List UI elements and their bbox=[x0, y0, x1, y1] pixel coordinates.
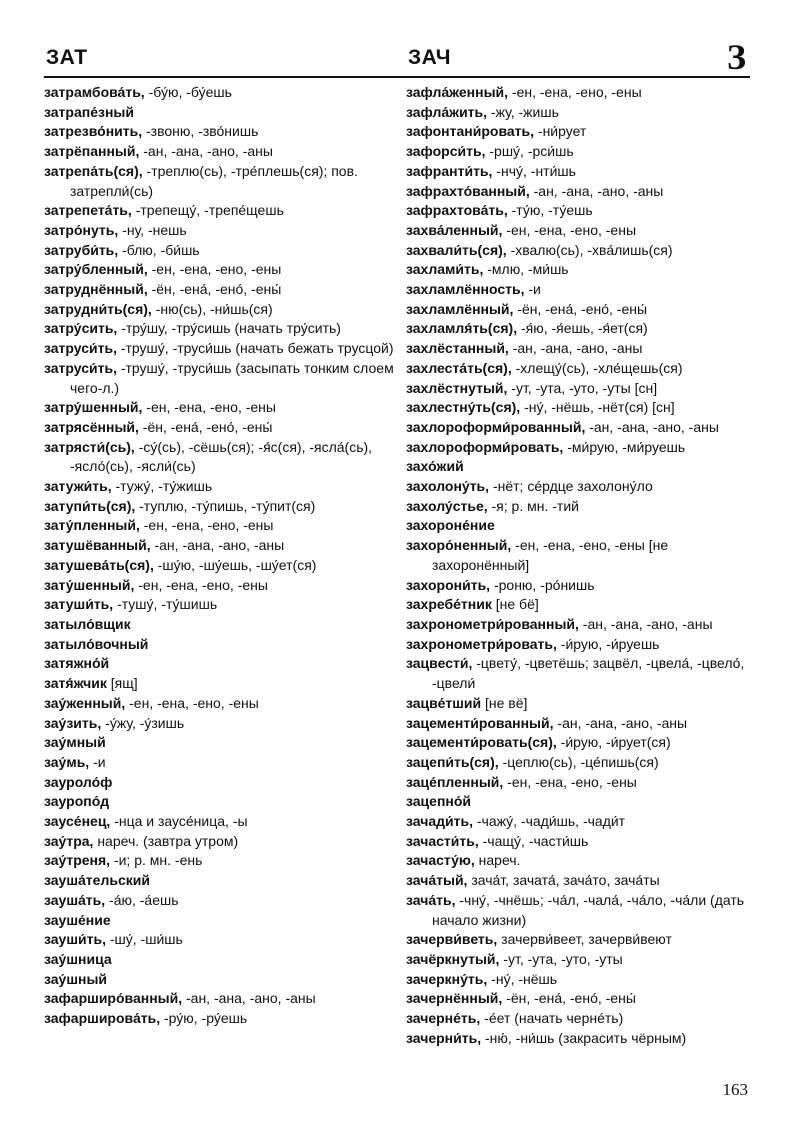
dictionary-entry bbox=[44, 300, 396, 320]
dictionary-entry bbox=[406, 142, 758, 162]
entry-headword: затупи́ть(ся), bbox=[44, 497, 136, 514]
entry-forms: -ен, -ена, -ено, -ены bbox=[503, 773, 637, 790]
dictionary-entry bbox=[44, 398, 396, 418]
entry-forms: -и́рую, -и́руешь bbox=[556, 635, 660, 652]
entry-headword: зацвести́, bbox=[406, 655, 473, 672]
guide-word-left: ЗАТ bbox=[46, 46, 88, 69]
entry-headword: заусе́нец, bbox=[44, 813, 111, 830]
dictionary-entry bbox=[406, 201, 758, 221]
entry-headword: затыло́вщик bbox=[44, 615, 131, 632]
dictionary-entry bbox=[406, 1029, 758, 1049]
dictionary-entry bbox=[406, 221, 758, 241]
entry-headword: затрясти́(сь), bbox=[44, 438, 135, 455]
dictionary-entry bbox=[44, 714, 396, 734]
entry-headword: затужи́ть, bbox=[44, 478, 112, 495]
dictionary-entry bbox=[406, 497, 758, 517]
dictionary-entry bbox=[44, 950, 396, 970]
entry-headword: зауша́тельский bbox=[44, 872, 150, 889]
dictionary-entry bbox=[44, 832, 396, 852]
entry-headword: зацементи́рованный, bbox=[406, 714, 554, 731]
entry-forms: -ан, -ана, -ано, -аны bbox=[529, 182, 664, 199]
entry-headword: зачерни́ть, bbox=[406, 1029, 482, 1046]
entry-headword: затруднённый, bbox=[44, 281, 148, 298]
dictionary-entry bbox=[406, 930, 758, 950]
entry-forms: -у́жу, -у́зишь bbox=[101, 714, 185, 731]
entry-headword: захвали́ть(ся), bbox=[406, 241, 507, 258]
entry-forms: -звоню, -зво́нишь bbox=[142, 123, 259, 140]
entry-headword: зату́шенный, bbox=[44, 576, 135, 593]
entry-headword: захо́жий bbox=[406, 458, 464, 475]
dictionary-entry bbox=[406, 871, 758, 891]
entry-forms: -и; р. мн. -ень bbox=[110, 852, 203, 869]
entry-forms: -бу́ю, -бу́ешь bbox=[144, 84, 232, 100]
header-rule bbox=[44, 76, 750, 78]
dictionary-entry bbox=[406, 714, 758, 734]
dictionary-entry bbox=[406, 832, 758, 852]
dictionary-entry bbox=[406, 654, 758, 693]
dictionary-entry bbox=[406, 103, 758, 123]
entry-headword: захороне́ние bbox=[406, 517, 495, 534]
dictionary-entry bbox=[406, 970, 758, 990]
dictionary-entry bbox=[44, 201, 396, 221]
entry-headword: затыло́вочный bbox=[44, 635, 149, 652]
dictionary-entry bbox=[44, 891, 396, 911]
entry-headword: зафрахто́ванный, bbox=[406, 182, 530, 199]
dictionary-entry bbox=[406, 319, 758, 339]
dictionary-entry bbox=[44, 536, 396, 556]
entry-forms: -ен, -ена, -ено, -ены bbox=[142, 399, 276, 416]
entry-headword: зауши́ть, bbox=[44, 931, 106, 948]
entry-headword: захлеста́ть(ся), bbox=[406, 359, 512, 376]
entry-headword: затрёпанный, bbox=[44, 143, 140, 160]
entry-forms: -ен, -ена, -ено, -ены bbox=[502, 221, 637, 238]
entry-forms: [ящ] bbox=[106, 675, 138, 692]
dictionary-entry bbox=[406, 989, 758, 1009]
dictionary-entry bbox=[406, 477, 758, 497]
entry-headword: затру́сить, bbox=[44, 320, 118, 337]
entry-headword: захлёстанный, bbox=[406, 340, 509, 357]
entry-headword: захолу́стье, bbox=[406, 497, 488, 514]
entry-headword: затушева́ть(ся), bbox=[44, 556, 154, 573]
entry-headword: зацве́тший bbox=[406, 694, 482, 711]
dictionary-entry bbox=[44, 477, 396, 497]
entry-forms: -тушу́, -ту́шишь bbox=[113, 596, 218, 613]
entry-headword: заце́пленный, bbox=[406, 773, 504, 790]
dictionary-entry bbox=[406, 359, 758, 379]
entry-forms: -хвалю(сь), -хва́лишь(ся) bbox=[506, 241, 673, 258]
entry-forms: -ну́, -нёшь bbox=[487, 970, 558, 987]
dictionary-entry bbox=[44, 792, 396, 812]
entry-forms: [не бё] bbox=[491, 596, 539, 613]
entry-headword: затру́бленный, bbox=[44, 261, 148, 278]
entry-forms: -нчу́, -нти́шь bbox=[492, 162, 576, 179]
dictionary-entry bbox=[406, 891, 758, 930]
dictionary-entry bbox=[44, 576, 396, 596]
right-column bbox=[406, 83, 758, 1048]
entry-forms: -а́ю, -а́ешь bbox=[105, 891, 179, 908]
dictionary-entry bbox=[44, 359, 396, 398]
dictionary-entry bbox=[44, 516, 396, 536]
entry-headword: затру́шенный, bbox=[44, 399, 143, 416]
entry-headword: затрезво́нить, bbox=[44, 123, 143, 140]
page-number: 163 bbox=[722, 1080, 748, 1099]
entry-forms: -ён, -ена́, -ено́, -ены́ bbox=[502, 990, 636, 1007]
dictionary-entry bbox=[406, 260, 758, 280]
entry-forms: -ён, -ена́, -ено́, -ены́ bbox=[147, 281, 282, 298]
dictionary-entry bbox=[44, 694, 396, 714]
entry-forms: -ршу́, -рси́шь bbox=[485, 143, 574, 160]
entry-forms: -чажу́, -чади́шь, -чади́т bbox=[472, 813, 626, 830]
dictionary-entry bbox=[406, 241, 758, 261]
dictionary-entry bbox=[44, 654, 396, 674]
entry-forms: -ут, -ута, -уто, -уты bbox=[499, 950, 623, 967]
entry-headword: захлороформи́ровать, bbox=[406, 438, 564, 455]
dictionary-entry bbox=[44, 1009, 396, 1029]
dictionary-entry bbox=[406, 122, 758, 142]
entry-forms: -нца и заусе́ница, -ы bbox=[110, 813, 248, 830]
entry-headword: зачерви́веть, bbox=[406, 931, 498, 948]
dictionary-entry bbox=[406, 851, 758, 871]
dictionary-entry bbox=[406, 536, 758, 575]
entry-headword: затруби́ть, bbox=[44, 241, 119, 258]
dictionary-entry bbox=[406, 694, 758, 714]
entry-forms: -ут, -ута, -уто, -уты [сн] bbox=[507, 379, 658, 396]
entry-headword: зату́пленный, bbox=[44, 517, 140, 534]
entry-headword: зау́женный, bbox=[44, 694, 126, 711]
dictionary-entry bbox=[44, 970, 396, 990]
entry-headword: зауша́ть, bbox=[44, 891, 106, 908]
entry-headword: захламлённость, bbox=[406, 281, 525, 298]
dictionary-entry bbox=[406, 300, 758, 320]
entry-forms: -тру́шу, -тру́сишь (начать тру́сить) bbox=[117, 320, 341, 337]
entry-headword: захламлённый, bbox=[406, 300, 514, 317]
entry-headword: зачеркну́ть, bbox=[406, 970, 488, 987]
entry-forms: -ен, -ена, -ено, -ены bbox=[147, 261, 282, 278]
entry-forms: -трушу́, -труси́шь (засыпать тонким слоем чего-л.) bbox=[70, 359, 394, 396]
left-column bbox=[44, 83, 396, 1029]
section-letter: З bbox=[726, 37, 746, 77]
entry-headword: зацепи́ть(ся), bbox=[406, 753, 499, 770]
entry-forms: -ню(сь), -ни́шь(ся) bbox=[151, 300, 273, 317]
dictionary-entry bbox=[406, 595, 758, 615]
dictionary-entry bbox=[44, 103, 396, 123]
entry-forms: -ан, -ана, -ано, -аны bbox=[553, 714, 688, 731]
entry-headword: зау́тра, bbox=[44, 832, 94, 849]
dictionary-entry bbox=[44, 851, 396, 871]
dictionary-entry bbox=[406, 379, 758, 399]
entry-headword: зача́тый, bbox=[406, 872, 468, 889]
dictionary-entry bbox=[406, 83, 758, 103]
dictionary-entry bbox=[44, 241, 396, 261]
entry-forms: -я́ю, -я́ешь, -я́ет(ся) bbox=[517, 320, 648, 337]
entry-forms: -жу, -жишь bbox=[487, 103, 559, 120]
entry-forms: -ан, -ана, -ано, -аны bbox=[182, 990, 316, 1007]
entry-forms: -я; р. мн. -тий bbox=[487, 497, 579, 514]
entry-headword: зафла́жить, bbox=[406, 103, 488, 120]
entry-headword: затя́жчик bbox=[44, 675, 107, 692]
dictionary-entry bbox=[44, 989, 396, 1009]
entry-headword: захронометри́ровать, bbox=[406, 635, 557, 652]
entry-forms: -ру́ю, -ру́ешь bbox=[160, 1010, 248, 1027]
entry-forms: -и bbox=[89, 753, 106, 770]
entry-forms: -туплю, -ту́пишь, -ту́пит(ся) bbox=[135, 497, 316, 514]
entry-forms: -ен, -ена, -ено, -ены bbox=[134, 576, 268, 593]
entry-headword: зау́зить, bbox=[44, 714, 102, 731]
dictionary-entry bbox=[44, 615, 396, 635]
entry-headword: зауше́ние bbox=[44, 911, 111, 928]
entry-headword: захолону́ть, bbox=[406, 478, 490, 495]
dictionary-entry bbox=[406, 339, 758, 359]
dictionary-entry bbox=[44, 122, 396, 142]
entry-forms: -ён, -ена́, -ено́, -ены́ bbox=[513, 300, 648, 317]
entry-headword: зафорси́ть, bbox=[406, 143, 486, 160]
entry-headword: зафарширова́ть, bbox=[44, 1010, 161, 1027]
entry-forms: -чну́, -чнёшь; -ча́л, -чала́, -ча́ло, -ча́ли (дать начало жизни) bbox=[432, 891, 745, 928]
entry-forms: -и́рую, -и́рует(ся) bbox=[556, 734, 671, 751]
entry-headword: затруси́ть, bbox=[44, 359, 117, 376]
dictionary-entry bbox=[44, 911, 396, 931]
entry-headword: зафарширо́ванный, bbox=[44, 990, 183, 1007]
dictionary-entry bbox=[406, 733, 758, 753]
dictionary-entry bbox=[44, 871, 396, 891]
entry-headword: зау́треня, bbox=[44, 852, 111, 869]
entry-forms: -хлещу́(сь), -хле́щешь(ся) bbox=[511, 359, 683, 376]
dictionary-entry bbox=[44, 280, 396, 300]
entry-forms: -блю, -би́шь bbox=[118, 241, 200, 258]
entry-forms: -и bbox=[524, 281, 541, 298]
entry-headword: захлёстнутый, bbox=[406, 379, 508, 396]
entry-forms: нареч. bbox=[474, 852, 521, 869]
entry-forms: [не вё] bbox=[481, 694, 528, 711]
entry-forms: -ен, -ена, -ено, -ены [не захоронённый] bbox=[432, 537, 669, 573]
dictionary-entry bbox=[44, 733, 396, 753]
dictionary-entry bbox=[406, 753, 758, 773]
entry-forms: -ен, -ена, -ено, -ены bbox=[508, 84, 642, 100]
entry-headword: захлороформи́рованный, bbox=[406, 418, 586, 435]
entry-forms: нареч. (завтра утром) bbox=[93, 832, 239, 849]
entry-headword: зафрахтова́ть, bbox=[406, 202, 508, 219]
entry-forms: -треплю(сь), -тре́плешь(ся); пов. затрепли́(сь) bbox=[70, 162, 358, 199]
dictionary-entry bbox=[406, 635, 758, 655]
entry-forms: -ну, -нешь bbox=[118, 221, 187, 238]
entry-headword: захоро́ненный, bbox=[406, 537, 512, 554]
entry-headword: захорони́ть, bbox=[406, 576, 491, 593]
entry-headword: затрепета́ть, bbox=[44, 202, 132, 219]
dictionary-entry bbox=[44, 83, 396, 103]
entry-forms: -шу́ю, -шу́ешь, -шу́ет(ся) bbox=[153, 556, 317, 573]
entry-forms: -трушу́, -труси́шь (начать бежать трусцой) bbox=[116, 340, 394, 357]
entry-headword: зача́ть, bbox=[406, 891, 456, 908]
entry-forms: -ту́ю, -ту́ешь bbox=[507, 202, 593, 219]
dictionary-entry bbox=[44, 753, 396, 773]
dictionary-entry bbox=[406, 398, 758, 418]
dictionary-entry bbox=[406, 162, 758, 182]
dictionary-entry bbox=[406, 615, 758, 635]
entry-headword: захлестну́ть(ся), bbox=[406, 399, 521, 416]
dictionary-entry bbox=[44, 418, 396, 438]
guide-word-right: ЗАЧ bbox=[408, 46, 451, 69]
entry-headword: затрамбова́ть, bbox=[44, 84, 145, 100]
entry-forms: -ен, -ена, -ено, -ены bbox=[125, 694, 259, 711]
dictionary-entry bbox=[44, 221, 396, 241]
entry-headword: зачерне́ть, bbox=[406, 1010, 481, 1027]
entry-forms: -ан, -ана, -ано, -аны bbox=[585, 418, 719, 435]
entry-headword: захламля́ть(ся), bbox=[406, 320, 518, 337]
entry-headword: затрепа́ть(ся), bbox=[44, 162, 143, 179]
entry-forms: -ён, -ена́, -ено́, -ены́ bbox=[138, 418, 273, 435]
dictionary-entry bbox=[44, 773, 396, 793]
entry-headword: зафонтани́ровать, bbox=[406, 123, 535, 140]
dictionary-entry bbox=[44, 162, 396, 201]
entry-headword: затруси́ть, bbox=[44, 340, 117, 357]
dictionary-entry bbox=[44, 438, 396, 477]
dictionary-entry bbox=[44, 260, 396, 280]
entry-headword: затуши́ть, bbox=[44, 596, 114, 613]
entry-forms: -млю, -ми́шь bbox=[483, 261, 569, 278]
dictionary-entry bbox=[44, 556, 396, 576]
entry-headword: зау́мный bbox=[44, 734, 106, 751]
dictionary-entry bbox=[44, 595, 396, 615]
entry-headword: зацементи́ровать(ся), bbox=[406, 734, 557, 751]
entry-headword: зау́шница bbox=[44, 950, 112, 967]
running-header bbox=[0, 37, 792, 80]
entry-headword: затяжно́й bbox=[44, 655, 110, 672]
entry-headword: затро́нуть, bbox=[44, 221, 119, 238]
dictionary-entry bbox=[406, 812, 758, 832]
dictionary-entry bbox=[44, 930, 396, 950]
entry-forms: -тужу́, -ту́жишь bbox=[111, 478, 213, 495]
entry-forms: зачерви́веет, зачерви́веют bbox=[497, 931, 672, 948]
entry-headword: захронометри́рованный, bbox=[406, 615, 579, 632]
entry-headword: зафранти́ть, bbox=[406, 162, 493, 179]
entry-forms: -ну́, -нёшь, -нёт(ся) [сн] bbox=[520, 399, 675, 416]
entry-forms: -цеплю(сь), -це́пишь(ся) bbox=[498, 753, 659, 770]
dictionary-entry bbox=[406, 792, 758, 812]
entry-forms: -роню, -ро́нишь bbox=[490, 576, 595, 593]
entry-headword: зачасти́ть, bbox=[406, 832, 479, 849]
entry-forms: -чащу́, -части́шь bbox=[478, 832, 589, 849]
dictionary-entry bbox=[406, 516, 758, 536]
entry-headword: зау́шный bbox=[44, 970, 108, 987]
entry-forms: -су́(сь), -сёшь(ся); -я́с(ся), -ясла́(сь), -ясло́(сь), -ясли́(сь) bbox=[70, 438, 373, 475]
entry-headword: затушёванный, bbox=[44, 537, 151, 554]
entry-headword: захребе́тник bbox=[406, 596, 492, 613]
entry-headword: зачернённый, bbox=[406, 990, 503, 1007]
entry-headword: зауропо́д bbox=[44, 793, 110, 810]
entry-forms: -цвету́, -цветёшь; зацвёл, -цвела́, -цвело́, -цвели́ bbox=[432, 655, 745, 692]
entry-forms: -ан, -ана, -ано, -аны bbox=[139, 143, 273, 160]
entry-forms: -ан, -ана, -ано, -аны bbox=[508, 340, 643, 357]
dictionary-entry bbox=[406, 1009, 758, 1029]
entry-forms: -ан, -ана, -ано, -аны bbox=[578, 615, 713, 632]
dictionary-entry bbox=[44, 142, 396, 162]
dictionary-entry bbox=[406, 438, 758, 458]
entry-forms: -трепещу́, -трепе́щешь bbox=[131, 202, 284, 219]
entry-forms: -ню́, -ни́шь (закрасить чёрным) bbox=[481, 1029, 687, 1046]
entry-headword: зачёркнутый, bbox=[406, 950, 500, 967]
entry-forms: -ан, -ана, -ано, -аны bbox=[150, 537, 285, 554]
dictionary-entry bbox=[44, 339, 396, 359]
entry-forms: -ни́рует bbox=[534, 123, 587, 140]
dictionary-entry bbox=[406, 280, 758, 300]
dictionary-entry bbox=[406, 773, 758, 793]
entry-headword: захлами́ть, bbox=[406, 261, 484, 278]
entry-headword: зачасту́ю, bbox=[406, 852, 475, 869]
dictionary-entry bbox=[44, 635, 396, 655]
dictionary-entry bbox=[44, 319, 396, 339]
dictionary-entry bbox=[406, 950, 758, 970]
entry-headword: затрапе́зный bbox=[44, 103, 134, 120]
dictionary-entry bbox=[406, 576, 758, 596]
entry-forms: -шу́, -ши́шь bbox=[105, 931, 183, 948]
entry-headword: зачади́ть, bbox=[406, 813, 473, 830]
entry-headword: зауроло́ф bbox=[44, 773, 113, 790]
dictionary-entry bbox=[44, 674, 396, 694]
dictionary-entry bbox=[406, 457, 758, 477]
entry-headword: зау́мь, bbox=[44, 753, 90, 770]
entry-forms: зача́т, зачата́, зача́то, зача́ты bbox=[467, 872, 660, 889]
dictionary-entry bbox=[406, 182, 758, 202]
entry-forms: -ми́рую, -ми́руешь bbox=[563, 438, 686, 455]
dictionary-entry bbox=[44, 497, 396, 517]
entry-forms: -ен, -ена, -ено, -ены bbox=[139, 517, 274, 534]
entry-forms: -нёт; сéрдце захолону́ло bbox=[489, 478, 653, 495]
dictionary-entry bbox=[44, 812, 396, 832]
entry-forms: -е́ет (начать чернéть) bbox=[480, 1010, 624, 1027]
entry-headword: затрудни́ть(ся), bbox=[44, 300, 152, 317]
entry-headword: затрясённый, bbox=[44, 418, 139, 435]
dictionary-entry bbox=[406, 418, 758, 438]
entry-headword: зафла́женный, bbox=[406, 84, 509, 100]
entry-headword: захва́ленный, bbox=[406, 221, 503, 238]
entry-headword: зацепно́й bbox=[406, 793, 472, 810]
